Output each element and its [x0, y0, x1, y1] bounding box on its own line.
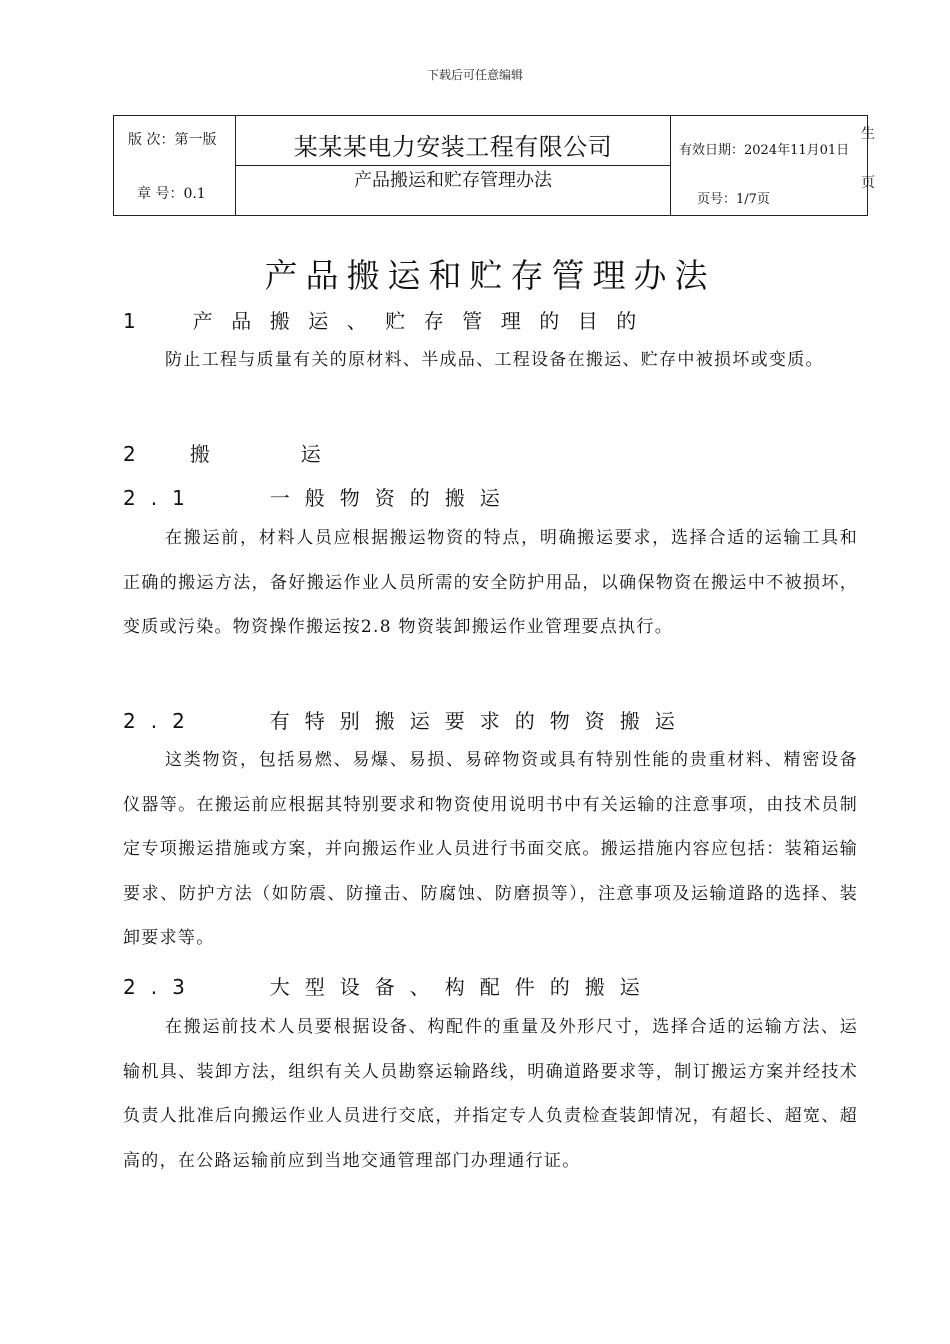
section-heading: 2 搬 运: [123, 442, 338, 466]
edition-label: 版 次：第一版: [128, 132, 217, 148]
section-heading: 2.1 一般物资的搬运: [123, 486, 515, 510]
document-title: 产品搬运和贮存管理办法: [264, 256, 716, 295]
paragraph: 防止工程与质量有关的原材料、半成品、工程设备在搬运、贮存中被损坏或变质。: [165, 350, 824, 370]
company-name: 某某某电力安装工程有限公司: [293, 133, 613, 161]
side-char: 页: [861, 175, 875, 191]
effective-date: 有效日期：2024年11月01日: [679, 143, 850, 158]
page-number: 页号：1/7页: [697, 192, 770, 207]
section-heading: 2.2 有特别搬运要求的物资搬运: [123, 709, 690, 733]
paragraph: 这类物资，包括易燃、易爆、易损、易碎物资或具有特别性能的贵重材料、精密设备仪器等。在搬运前应根据其特别要求和物资使用说明书中有关运输的注意事项，由技术员制定专项搬运措施或方案，并向搬运作业人员进行书面交底。搬运措施内容应包括：装箱运输要求、防护方法（如防震、防撞击、防腐蚀、防磨损等），注意事项及运输道路的选择、装卸要求等。: [123, 750, 858, 948]
doc-name: 产品搬运和贮存管理办法: [354, 170, 552, 191]
chapter-label: 章 号：0.1: [137, 186, 206, 202]
header-divider: [670, 116, 671, 215]
side-char: 生: [861, 126, 875, 142]
section-heading: 2.3 大型设备、构配件的搬运: [123, 975, 655, 999]
paragraph: 在搬运前技术人员要根据设备、构配件的重量及外形尺寸，选择合适的运输方法、运输机具、装卸方法，组织有关人员勘察运输路线，明确道路要求等，制订搬运方案并经技术负责人批准后向搬运作业人员进行交底，并指定专人负责检查装卸情况，有超长、超宽、超高的，在公路运输前应到当地交通管理部门办理通行证。: [123, 1017, 858, 1171]
top-note: 下载后可任意编辑: [426, 68, 523, 82]
paragraph: 在搬运前，材料人员应根据搬运物资的特点，明确搬运要求，选择合适的运输工具和正确的搬运方法，备好搬运作业人员所需的安全防护用品，以确保物资在搬运中不被损坏，变质或污染。物资操作搬运按2.8 物资装卸搬运作业管理要点执行。: [123, 528, 858, 637]
section-heading: 1 产品搬运、贮存管理的目的: [123, 309, 655, 333]
